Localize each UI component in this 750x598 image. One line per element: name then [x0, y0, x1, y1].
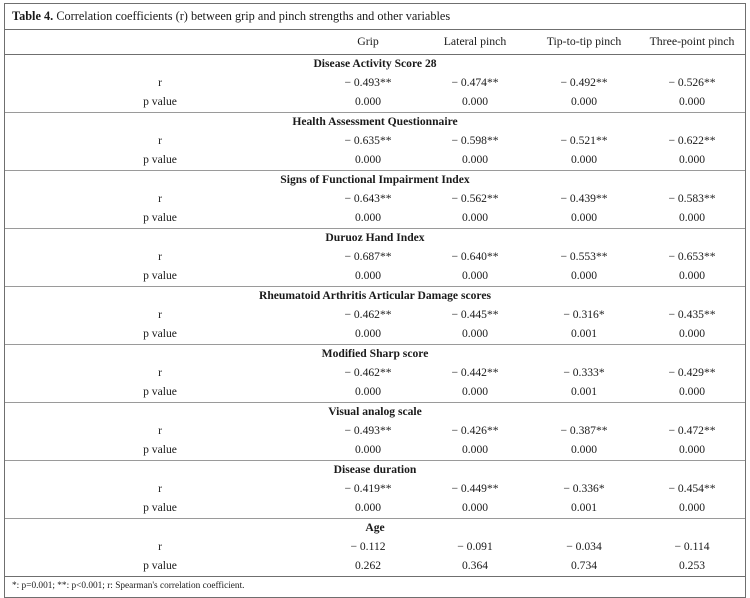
cell-value: 0.000: [354, 94, 382, 108]
cell-value: − 0.462**: [344, 307, 392, 321]
cell-value: − 0.653**: [668, 249, 716, 263]
table-row: [5, 190, 745, 209]
row-label-p: p value: [143, 558, 177, 572]
cell-value: − 0.112: [350, 539, 386, 553]
group-label: Age: [5, 519, 745, 539]
table-caption: [5, 4, 745, 30]
cell-value: − 0.643**: [344, 191, 392, 205]
cell-value: − 0.598**: [451, 133, 499, 147]
table-row: [5, 557, 745, 576]
cell-value: − 0.429**: [668, 365, 716, 379]
row-label-r: r: [158, 249, 162, 263]
table-row: [5, 364, 745, 383]
column-header-three-point-pinch: Three-point pinch: [639, 30, 745, 55]
group-row: [5, 345, 745, 365]
table-footnote: *: p=0.001; **: p<0.001; r: Spearman's correlation coefficient.: [5, 576, 745, 596]
cell-value: − 0.387**: [560, 423, 608, 437]
cell-value: − 0.472**: [668, 423, 716, 437]
row-label-p: p value: [143, 152, 177, 166]
cell-value: 0.000: [354, 210, 382, 224]
cell-value: 0.001: [570, 326, 598, 340]
group-label: Modified Sharp score: [5, 345, 745, 365]
table-caption-text: Correlation coefficients (r) between grip and pinch strengths and other variables: [56, 9, 451, 23]
cell-value: 0.000: [678, 442, 706, 456]
group-row: [5, 171, 745, 191]
cell-value: − 0.439**: [560, 191, 608, 205]
cell-value: 0.000: [461, 442, 489, 456]
group-row: [5, 403, 745, 423]
cell-value: 0.000: [570, 152, 598, 166]
cell-value: 0.000: [570, 442, 598, 456]
group-row: [5, 113, 745, 133]
cell-value: 0.000: [354, 326, 382, 340]
column-header-variable: [5, 30, 315, 55]
cell-value: 0.262: [354, 558, 382, 572]
cell-value: 0.000: [354, 152, 382, 166]
cell-value: − 0.493**: [344, 75, 392, 89]
cell-value: − 0.562**: [451, 191, 499, 205]
cell-value: − 0.419**: [344, 481, 392, 495]
row-label-r: r: [158, 191, 162, 205]
row-label-r: r: [158, 539, 162, 553]
cell-value: 0.000: [461, 210, 489, 224]
row-label-r: r: [158, 75, 162, 89]
row-label-p: p value: [143, 442, 177, 456]
table-header-row: [5, 30, 745, 55]
cell-value: − 0.449**: [451, 481, 499, 495]
table-row: [5, 383, 745, 403]
cell-value: 0.000: [461, 94, 489, 108]
cell-value: − 0.553**: [560, 249, 608, 263]
table-row: [5, 132, 745, 151]
table-row: [5, 306, 745, 325]
cell-value: 0.001: [570, 384, 598, 398]
group-label: Disease duration: [5, 461, 745, 481]
column-header-grip: Grip: [315, 30, 421, 55]
table-row: [5, 209, 745, 229]
cell-value: − 0.640**: [451, 249, 499, 263]
cell-value: 0.000: [354, 500, 382, 514]
cell-value: − 0.493**: [344, 423, 392, 437]
group-row: [5, 519, 745, 539]
row-label-p: p value: [143, 94, 177, 108]
cell-value: 0.000: [678, 152, 706, 166]
table-row: [5, 480, 745, 499]
cell-value: 0.000: [461, 268, 489, 282]
cell-value: − 0.687**: [344, 249, 392, 263]
cell-value: − 0.333*: [563, 365, 605, 379]
table-head: [5, 30, 745, 55]
cell-value: 0.000: [354, 442, 382, 456]
row-label-p: p value: [143, 326, 177, 340]
row-label-r: r: [158, 307, 162, 321]
cell-value: 0.001: [570, 500, 598, 514]
cell-value: − 0.316*: [563, 307, 605, 321]
cell-value: − 0.622**: [668, 133, 716, 147]
row-label-p: p value: [143, 500, 177, 514]
cell-value: 0.253: [678, 558, 706, 572]
row-label-r: r: [158, 133, 162, 147]
row-label-r: r: [158, 481, 162, 495]
cell-value: 0.000: [461, 500, 489, 514]
cell-value: − 0.474**: [451, 75, 499, 89]
cell-value: − 0.426**: [451, 423, 499, 437]
group-row: [5, 287, 745, 307]
cell-value: − 0.526**: [668, 75, 716, 89]
group-label: Health Assessment Questionnaire: [5, 113, 745, 133]
correlation-table: [5, 30, 745, 576]
group-label: Rheumatoid Arthritis Articular Damage scores: [5, 287, 745, 307]
cell-value: 0.000: [354, 268, 382, 282]
cell-value: − 0.114: [674, 539, 710, 553]
table-row: [5, 151, 745, 171]
group-row: [5, 229, 745, 249]
group-label: Duruoz Hand Index: [5, 229, 745, 249]
group-label: Visual analog scale: [5, 403, 745, 423]
cell-value: − 0.454**: [668, 481, 716, 495]
table-row: [5, 267, 745, 287]
cell-value: 0.364: [461, 558, 489, 572]
cell-value: 0.000: [678, 210, 706, 224]
group-label: Signs of Functional Impairment Index: [5, 171, 745, 191]
row-label-p: p value: [143, 210, 177, 224]
table-row: [5, 74, 745, 93]
group-label: Disease Activity Score 28: [5, 55, 745, 75]
table-body: [5, 55, 745, 577]
table-row: [5, 441, 745, 461]
cell-value: 0.734: [570, 558, 598, 572]
cell-value: − 0.442**: [451, 365, 499, 379]
table-row: [5, 499, 745, 519]
cell-value: 0.000: [570, 268, 598, 282]
cell-value: 0.000: [570, 94, 598, 108]
cell-value: 0.000: [354, 384, 382, 398]
cell-value: − 0.445**: [451, 307, 499, 321]
group-row: [5, 55, 745, 75]
cell-value: 0.000: [678, 384, 706, 398]
cell-value: 0.000: [678, 500, 706, 514]
cell-value: − 0.336*: [563, 481, 605, 495]
column-header-tip-to-tip-pinch: Tip-to-tip pinch: [529, 30, 639, 55]
cell-value: 0.000: [461, 326, 489, 340]
row-label-r: r: [158, 423, 162, 437]
cell-value: − 0.462**: [344, 365, 392, 379]
cell-value: − 0.583**: [668, 191, 716, 205]
cell-value: − 0.034: [566, 539, 602, 553]
cell-value: − 0.435**: [668, 307, 716, 321]
column-header-lateral-pinch: Lateral pinch: [421, 30, 529, 55]
table-row: [5, 538, 745, 557]
table-row: [5, 325, 745, 345]
table-caption-label: Table 4.: [12, 9, 54, 23]
cell-value: − 0.635**: [344, 133, 392, 147]
table-row: [5, 93, 745, 113]
cell-value: 0.000: [461, 152, 489, 166]
table-4-container: [4, 3, 746, 598]
row-label-p: p value: [143, 268, 177, 282]
group-row: [5, 461, 745, 481]
table-row: [5, 248, 745, 267]
cell-value: 0.000: [678, 268, 706, 282]
cell-value: − 0.492**: [560, 75, 608, 89]
cell-value: − 0.521**: [560, 133, 608, 147]
cell-value: 0.000: [678, 94, 706, 108]
row-label-p: p value: [143, 384, 177, 398]
table-row: [5, 422, 745, 441]
cell-value: 0.000: [678, 326, 706, 340]
cell-value: 0.000: [570, 210, 598, 224]
cell-value: 0.000: [461, 384, 489, 398]
row-label-r: r: [158, 365, 162, 379]
cell-value: − 0.091: [457, 539, 493, 553]
